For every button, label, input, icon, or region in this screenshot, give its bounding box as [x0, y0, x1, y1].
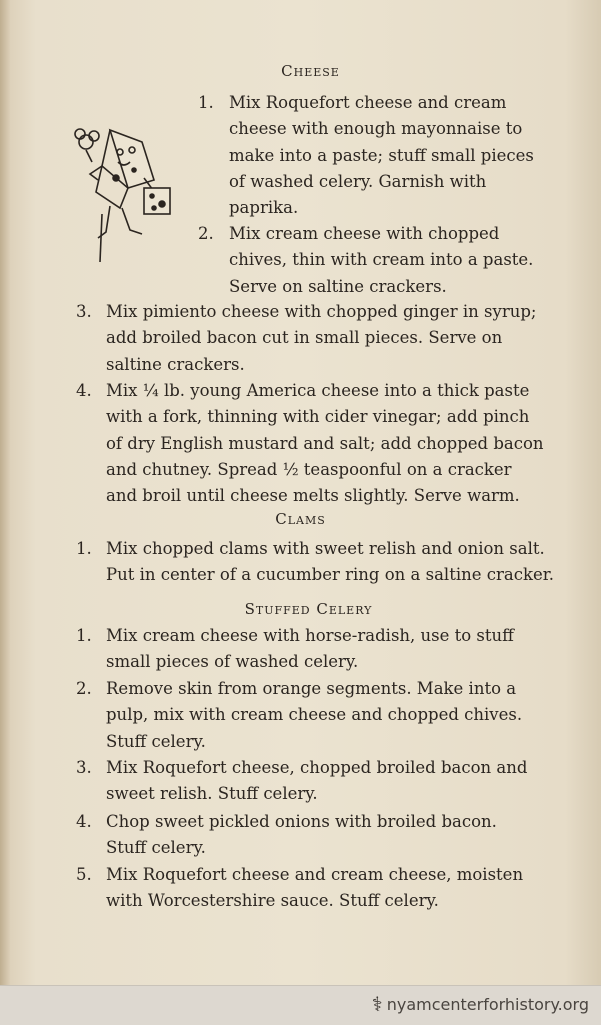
- heading-stuffed-celery: Stuffed Celery: [244, 600, 373, 618]
- book-page: Cheese 1. Mix Roquefort cheese and cream cheese with enough mayonnaise to make into a paste; stuff small pieces of washed celery. Garnish with paprika. 2. Mix cream cheese with chopped chives, thin with cream into a paste. Serve on saltine crackers. 3. Mix pimiento cheese with chopped ginger in syrup; add broiled bacon cut in small pieces. Serve on saltine crackers. 4. Mix ¼ lb. young America cheese into a thick paste with a fork, thinning with cider vinegar; add pinch of dry English mustard and salt; add chopped bacon and chutney. Spread ½ teaspoonful on a cracker and broil until cheese melts slightly. Serve warm. Clams 1. Mix chopped clams with sweet relish and onion salt. Put in center of a cucumber ring on a saltine cracker. Stuffed Celery 1. Mix cream cheese with horse-radish, use to stuff small pieces of washed celery. 2. Remove skin from orange segments. Make into a pulp, mix with cream cheese and chopped chives. Stuff celery. 3. Mix Roquefort cheese, chopped broiled bacon and sweet relish. Stuff celery. 4. Chop sweet pickled onions with broiled bacon. Stuff celery. 5. Mix Roquefort cheese and cream cheese, moisten with Worcestershire sauce. Stuff celery.: [0, 0, 601, 985]
- page-gutter: [0, 0, 10, 985]
- cheese-character-illustration: [72, 122, 182, 272]
- footer-site-link[interactable]: nyamcenterforhistory.org: [386, 994, 589, 1014]
- footer-bar: [0, 985, 601, 1025]
- heading-cheese: Cheese: [281, 62, 340, 80]
- heading-clams: Clams: [275, 510, 326, 528]
- caduceus-icon: ⚕: [371, 992, 383, 1016]
- footer-credit[interactable]: [372, 994, 589, 1014]
